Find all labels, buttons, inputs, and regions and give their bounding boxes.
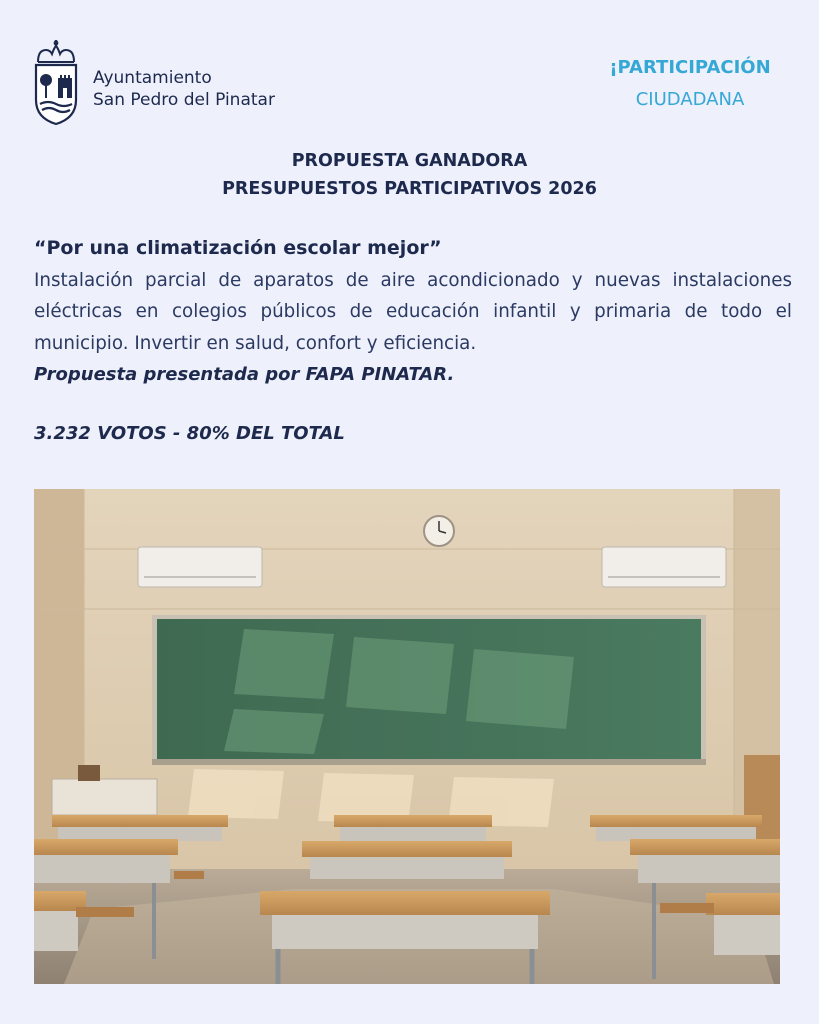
organization-name <box>93 67 275 111</box>
classroom-photo <box>34 489 780 984</box>
org-name-line1: Ayuntamiento <box>93 68 212 88</box>
vote-result: 3.232 VOTOS - 80% DEL TOTAL <box>34 423 345 444</box>
brand-line2: CIUDADANA <box>635 89 745 110</box>
page-heading <box>0 147 819 203</box>
org-name-line2: San Pedro del Pinatar <box>93 90 275 110</box>
heading-line2: PRESUPUESTOS PARTICIPATIVOS 2026 <box>222 179 597 199</box>
heading-line1: PROPUESTA GANADORA <box>291 151 528 171</box>
proposal-body <box>34 233 792 391</box>
participation-brand <box>560 52 819 116</box>
proposal-title: “Por una climatización escolar mejor” <box>34 237 442 259</box>
brand-line1: ¡PARTICIPACIÓN <box>609 57 771 78</box>
proposal-author: Propuesta presentada por FAPA PINATAR. <box>34 364 455 385</box>
proposal-description: Instalación parcial de aparatos de aire acondicionado y nuevas instalaciones eléctricas en colegios públicos de educación infantil y primaria de todo el municipio. Invertir en salud, confort y eficiencia. <box>34 269 792 354</box>
coat-of-arms-icon <box>32 38 80 128</box>
